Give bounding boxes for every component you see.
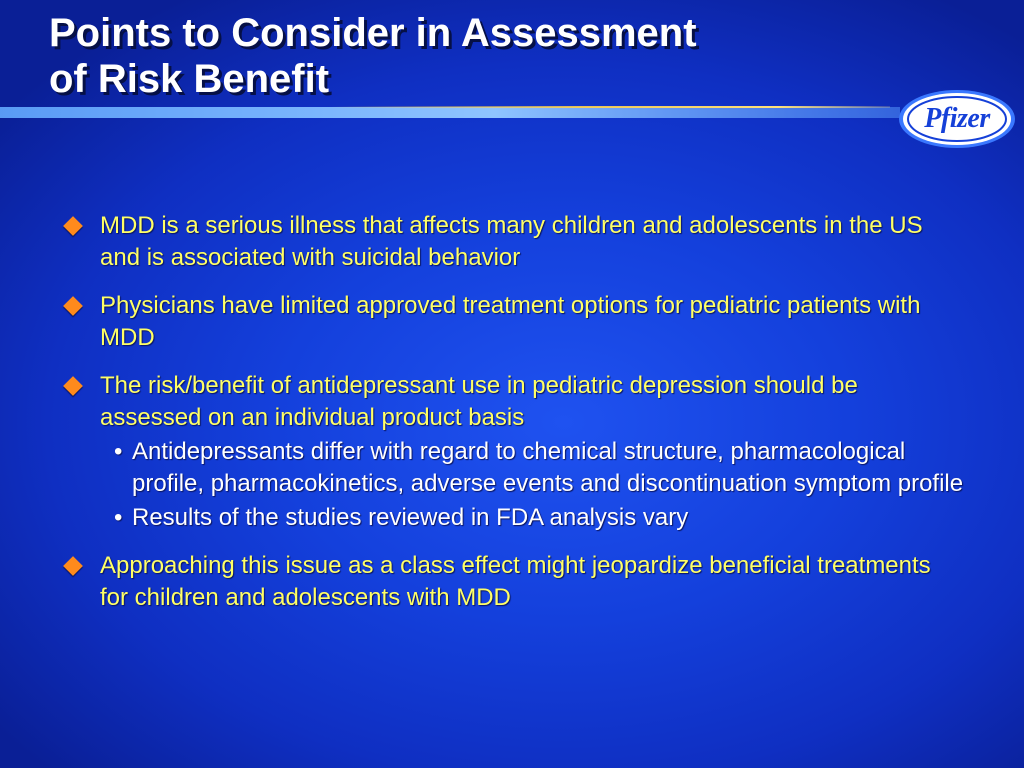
bullet-item — [64, 370, 964, 534]
bullet-dot-icon: • — [114, 504, 123, 531]
title-line-2: of Risk Benefit — [49, 57, 330, 101]
bullet-text: MDD is a serious illness that affects many children and adolescents in the US and is associated with suicidal behavior — [100, 212, 923, 271]
slide-title — [49, 10, 849, 102]
diamond-icon — [63, 296, 83, 316]
sub-bullet-item — [100, 502, 964, 534]
diamond-icon — [63, 216, 83, 236]
title-divider — [0, 103, 900, 123]
bullet-list — [64, 210, 964, 630]
bullet-text: Approaching this issue as a class effect might jeopardize beneficial treatments for children and adolescents with MDD — [100, 552, 931, 611]
diamond-icon — [63, 556, 83, 576]
sub-bullet-list — [100, 436, 964, 534]
bullet-item — [64, 290, 964, 354]
diamond-icon — [63, 376, 83, 396]
bullet-item — [64, 210, 964, 274]
title-line-1: Points to Consider in Assessment — [49, 11, 697, 55]
bullet-text: The risk/benefit of antidepressant use in pediatric depression should be assessed on an individual product basis — [100, 372, 858, 431]
sub-bullet-item — [100, 436, 964, 500]
bullet-dot-icon: • — [114, 438, 123, 465]
sub-bullet-text: Results of the studies reviewed in FDA analysis vary — [132, 504, 689, 531]
sub-bullet-text: Antidepressants differ with regard to chemical structure, pharmacological profile, pharmacokinetics, adverse events and discontinuation symptom profile — [132, 438, 964, 497]
bullet-text: Physicians have limited approved treatment options for pediatric patients with MDD — [100, 292, 921, 351]
pfizer-logo-text: Pfizer — [924, 103, 990, 134]
bullet-item — [64, 550, 964, 614]
